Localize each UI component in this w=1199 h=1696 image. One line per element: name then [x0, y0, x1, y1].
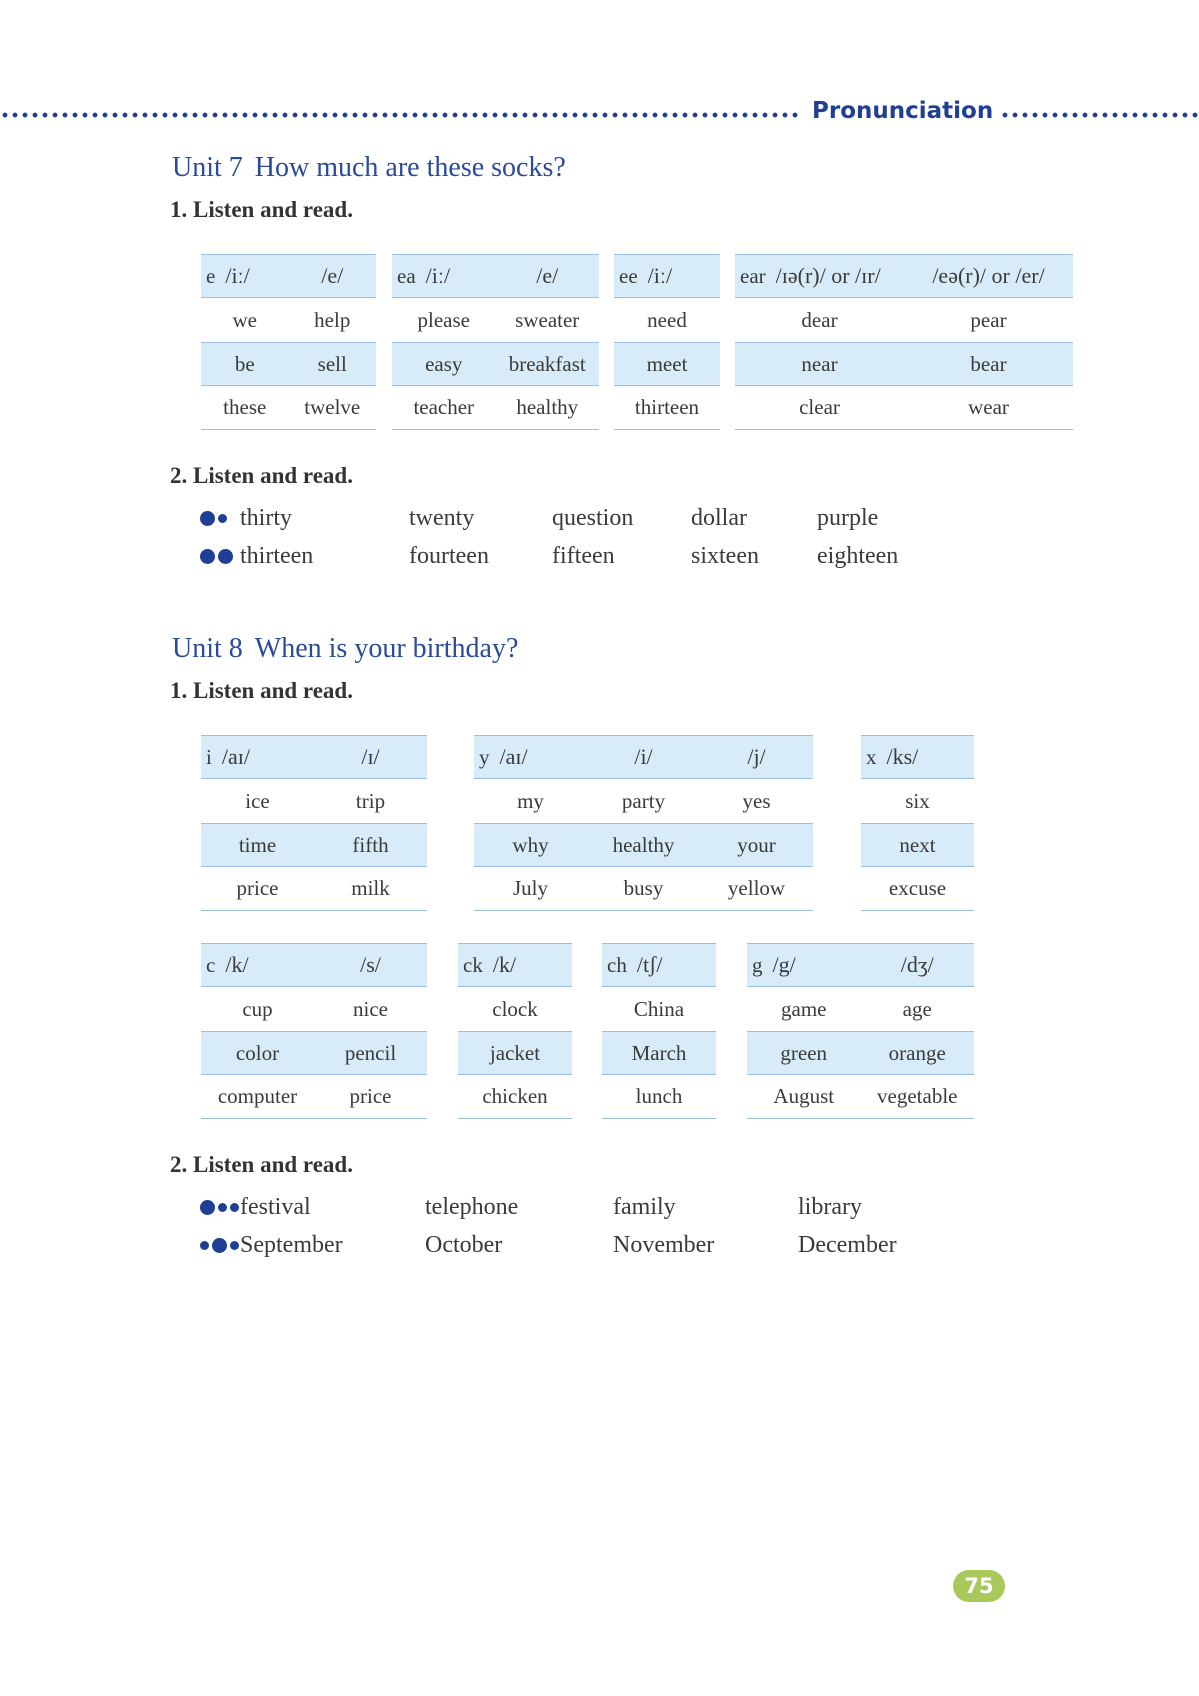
example-word: March: [631, 1040, 687, 1065]
table-header-row: [614, 254, 720, 298]
example-word: pear: [970, 307, 1007, 332]
header-cell: [700, 744, 813, 770]
table-row: [747, 1075, 974, 1119]
unit7-title-text: How much are these socks?: [254, 152, 566, 183]
example-word: healthy: [612, 832, 675, 857]
phonetic-symbol: /aɪ/: [499, 744, 528, 769]
stress-row: [200, 1187, 1000, 1227]
table-row: [474, 779, 813, 823]
table-row: [747, 987, 974, 1031]
table-header-row: [458, 943, 572, 987]
table-row: [614, 342, 720, 386]
example-word: color: [235, 1040, 280, 1065]
example-word: these: [223, 395, 267, 419]
table-row: [201, 823, 427, 867]
example-word: game: [781, 996, 827, 1021]
phonetic-symbol: /g/: [772, 952, 796, 977]
phonetic-symbol: /eə(r)/ or /er/: [932, 263, 1045, 288]
spelling-letter: ee: [619, 264, 638, 288]
example-word: ice: [245, 788, 270, 813]
phonetic-symbol: /k/: [225, 952, 249, 977]
phonics-table: [747, 943, 974, 1119]
phonics-table: [602, 943, 716, 1119]
example-word: price: [236, 876, 279, 900]
spelling-letter: ck: [463, 953, 483, 977]
header-cell: [861, 744, 974, 770]
example-word: orange: [888, 1040, 946, 1065]
example-word: your: [737, 832, 776, 857]
phonetic-symbol: /s/: [360, 952, 381, 977]
table-header-row: [474, 735, 813, 779]
table-row: [474, 823, 813, 867]
table-header-row: [735, 254, 1073, 298]
phonics-table: [201, 943, 427, 1119]
header-cell: [496, 263, 600, 289]
table-row: [735, 298, 1073, 342]
table-row: [602, 1075, 716, 1119]
example-word: time: [238, 832, 277, 857]
example-word: party: [621, 788, 666, 813]
stress-word: sixteen: [691, 542, 759, 569]
phonetic-symbol: /ɪ/: [361, 744, 380, 769]
running-header: [0, 96, 1199, 136]
phonetic-symbol: /iː/: [647, 263, 673, 288]
stress-word: eighteen: [817, 542, 899, 569]
phonetic-symbol: /e/: [321, 263, 344, 288]
header-cell: [458, 952, 572, 978]
table-row: [392, 386, 599, 430]
stress-row: [200, 498, 1000, 538]
example-word: cup: [242, 996, 273, 1021]
example-word: jacket: [489, 1040, 541, 1065]
example-word: breakfast: [508, 351, 586, 376]
example-word: clock: [492, 996, 538, 1021]
example-word: yellow: [727, 876, 786, 900]
example-word: lunch: [635, 1084, 683, 1108]
unit7-task1: 1. Listen and read.: [170, 197, 353, 222]
header-cell: [201, 952, 314, 978]
header-cell: [861, 952, 975, 978]
spelling-letter: x: [866, 745, 877, 769]
example-word: nice: [353, 996, 388, 1021]
dotted-rule-left: [0, 112, 800, 118]
table-row: [614, 386, 720, 430]
spelling-letter: ch: [607, 953, 627, 977]
phonetic-symbol: /tʃ/: [636, 952, 663, 977]
stress-row: [200, 1225, 1000, 1265]
unit7-number: Unit 7: [172, 152, 243, 183]
example-word: green: [780, 1040, 828, 1065]
unit8-task2: 2. Listen and read.: [170, 1152, 353, 1177]
phonics-table: [458, 943, 572, 1119]
phonetic-symbol: /j/: [747, 744, 766, 769]
table-row: [201, 1031, 427, 1075]
example-word: pencil: [344, 1040, 397, 1065]
stress-word: December: [798, 1231, 897, 1258]
table-row: [458, 1075, 572, 1119]
table-row: [201, 386, 376, 430]
spelling-letter: g: [752, 953, 763, 977]
phonetic-symbol: /iː/: [225, 263, 250, 288]
header-cell: [201, 263, 289, 289]
table-header-row: [201, 943, 427, 987]
spelling-letter: ea: [397, 264, 416, 288]
stressed-dot-icon: [200, 1200, 215, 1215]
table-row: [201, 342, 376, 386]
unstressed-dot-icon: [200, 1241, 209, 1250]
stress-word: library: [798, 1193, 862, 1220]
table-row: [392, 298, 599, 342]
unstressed-dot-icon: [218, 514, 227, 523]
unit7-task2: 2. Listen and read.: [170, 463, 353, 488]
header-cell: [474, 744, 587, 770]
stressed-dot-icon: [212, 1238, 227, 1253]
phonetic-symbol: /iː/: [425, 263, 451, 288]
example-word: sell: [317, 351, 347, 376]
unit8-task1: 1. Listen and read.: [170, 678, 353, 703]
table-header-row: [201, 254, 376, 298]
example-word: be: [234, 351, 255, 376]
example-word: August: [773, 1084, 835, 1108]
phonics-table: [201, 735, 427, 911]
header-cell: [314, 744, 427, 770]
header-cell: [904, 263, 1073, 289]
table-row: [201, 987, 427, 1031]
example-word: teacher: [413, 395, 475, 419]
example-word: sweater: [515, 307, 580, 332]
phonics-table: [861, 735, 974, 911]
example-word: yes: [742, 788, 771, 813]
spelling-letter: c: [206, 953, 216, 977]
table-row: [201, 779, 427, 823]
example-word: wear: [968, 395, 1009, 419]
example-word: age: [902, 996, 932, 1021]
stress-word: question: [552, 504, 634, 531]
phonetic-symbol: /aɪ/: [221, 744, 250, 769]
table-row: [861, 779, 974, 823]
example-word: we: [232, 307, 257, 332]
phonics-table: [474, 735, 813, 911]
phonetic-symbol: /k/: [492, 952, 517, 977]
table-header-row: [747, 943, 974, 987]
table-row: [602, 1031, 716, 1075]
header-cell: [201, 744, 314, 770]
spelling-letter: e: [206, 264, 216, 288]
phonics-table: [392, 254, 599, 430]
phonics-table: [735, 254, 1073, 430]
table-row: [392, 342, 599, 386]
table-row: [201, 867, 427, 911]
example-word: twelve: [304, 395, 361, 419]
stress-word: October: [425, 1231, 503, 1258]
phonetic-symbol: /ks/: [886, 744, 919, 769]
header-cell: [602, 952, 716, 978]
stress-word: purple: [817, 504, 879, 531]
example-word: July: [512, 876, 548, 900]
unit8-title-text: When is your birthday?: [254, 633, 519, 664]
dotted-rule-right: [1000, 112, 1199, 118]
phonics-table: [201, 254, 376, 430]
example-word: bear: [970, 351, 1007, 376]
table-header-row: [201, 735, 427, 779]
example-word: my: [517, 788, 544, 813]
stress-word: festival: [240, 1193, 311, 1220]
header-cell: [392, 263, 496, 289]
header-cell: [747, 952, 861, 978]
table-row: [458, 987, 572, 1031]
table-row: [735, 342, 1073, 386]
stressed-dot-icon: [218, 549, 233, 564]
example-word: milk: [351, 876, 390, 900]
stress-word: fifteen: [552, 542, 615, 569]
table-row: [614, 298, 720, 342]
example-word: help: [314, 307, 351, 332]
stressed-dot-icon: [200, 511, 215, 526]
phonetic-symbol: /e/: [536, 263, 559, 288]
table-row: [735, 386, 1073, 430]
stress-word: telephone: [425, 1193, 519, 1220]
table-row: [474, 867, 813, 911]
phonetic-symbol: /ɪə(r)/ or /ɪr/: [775, 263, 881, 288]
example-word: dear: [801, 307, 838, 332]
example-word: China: [633, 996, 685, 1021]
table-row: [861, 867, 974, 911]
table-header-row: [392, 254, 599, 298]
stress-word: September: [240, 1231, 343, 1258]
table-row: [201, 298, 376, 342]
header-cell: [314, 952, 427, 978]
unstressed-dot-icon: [218, 1203, 227, 1212]
table-row: [861, 823, 974, 867]
spelling-letter: y: [479, 745, 490, 769]
unstressed-dot-icon: [230, 1203, 239, 1212]
example-word: healthy: [516, 395, 579, 419]
example-word: chicken: [482, 1084, 548, 1108]
table-header-row: [861, 735, 974, 779]
phonics-table: [614, 254, 720, 430]
table-row: [747, 1031, 974, 1075]
example-word: vegetable: [877, 1084, 958, 1108]
header-cell: [735, 263, 904, 289]
unit7-title: [172, 152, 566, 184]
spelling-letter: ear: [740, 264, 766, 288]
header-cell: [614, 263, 720, 289]
header-cell: [587, 744, 700, 770]
stress-word: family: [613, 1193, 676, 1220]
example-word: near: [801, 351, 838, 376]
example-word: easy: [425, 351, 463, 376]
example-word: busy: [623, 876, 664, 900]
stress-word: fourteen: [409, 542, 489, 569]
unstressed-dot-icon: [230, 1241, 239, 1250]
stress-word: dollar: [691, 504, 747, 531]
phonetic-symbol: /dʒ/: [900, 952, 934, 977]
table-row: [458, 1031, 572, 1075]
unit8-number: Unit 8: [172, 633, 243, 664]
stress-word: November: [613, 1231, 715, 1258]
header-title: Pronunciation: [812, 98, 994, 124]
table-row: [201, 1075, 427, 1119]
header-cell: [289, 263, 377, 289]
stress-word: twenty: [409, 504, 475, 531]
example-word: six: [905, 788, 930, 813]
example-word: need: [647, 307, 687, 332]
example-word: please: [417, 307, 470, 332]
unit8-title: [172, 633, 518, 665]
stress-word: thirty: [240, 504, 292, 531]
stressed-dot-icon: [200, 549, 215, 564]
stress-row: [200, 536, 1000, 576]
example-word: why: [512, 832, 549, 857]
example-word: meet: [646, 351, 688, 376]
example-word: next: [899, 832, 936, 857]
example-word: clear: [799, 395, 840, 419]
phonetic-symbol: /i/: [634, 744, 653, 769]
page-number: 75: [953, 1570, 1005, 1602]
example-word: fifth: [352, 832, 389, 857]
example-word: computer: [217, 1084, 298, 1108]
example-word: excuse: [888, 876, 947, 900]
example-word: trip: [355, 788, 386, 813]
example-word: price: [349, 1084, 392, 1108]
example-word: thirteen: [634, 395, 700, 419]
spelling-letter: i: [206, 745, 212, 769]
table-row: [602, 987, 716, 1031]
stress-word: thirteen: [240, 542, 314, 569]
table-header-row: [602, 943, 716, 987]
